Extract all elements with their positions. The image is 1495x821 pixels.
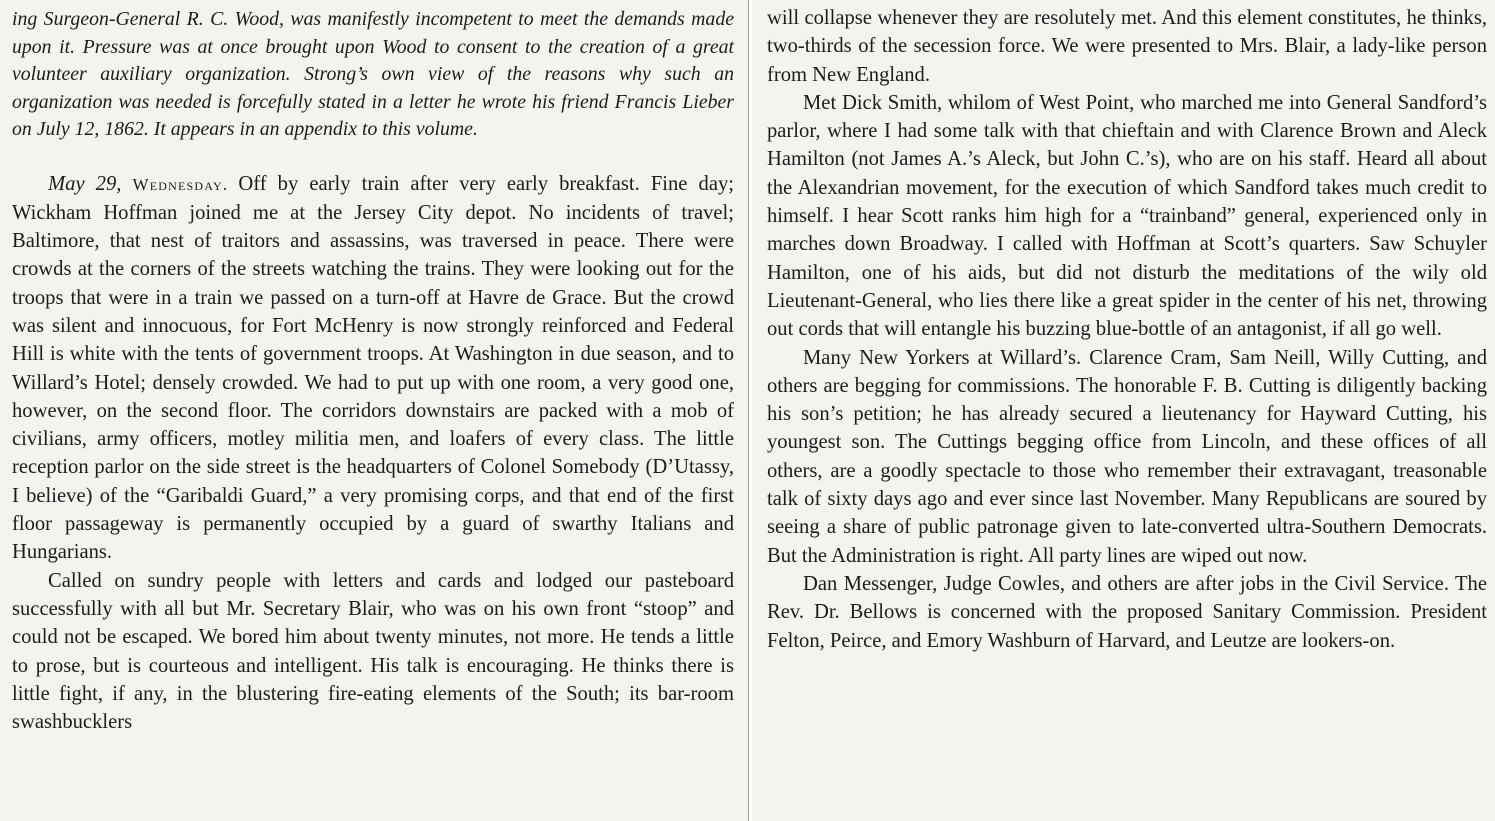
diary-paragraph-civil-service: Dan Messenger, Judge Cowles, and others are after jobs in the Civil Service. The Rev. Dr. Bellows is concerned with the proposed Sanitary Commission. President Felton, Peirce, and Emory Washburn of Harvard, and Leutze are lookers-on. bbox=[767, 572, 1487, 652]
diary-paragraph-willards: Many New Yorkers at Willard’s. Clarence Cram, Sam Neill, Willy Cutting, and others are begging for commissions. The honorable F. B. Cutting is diligently backing his son’s petition; he has already secured a lieutenancy for Hayward Cutting, his youngest son. The Cuttings begging office from Lincoln, and these offices of all others, are a goodly spectacle to those who remember their extravagant, treasonable talk of sixty days ago and ever since last November. Many Republicans are soured by seeing a share of public patronage given to late-converted ultra-Southern Democrats. But the Administration is right. All party lines are wiped out now. bbox=[767, 346, 1487, 567]
diary-paragraph-continuation: will collapse whenever they are resolutely met. And this element constitutes, he thinks, two-thirds of the secession force. We were presented to Mrs. Blair, a lady-like person from New England. bbox=[767, 7, 1487, 86]
right-column bbox=[752, 0, 1495, 821]
intro-note: ing Surgeon-General R. C. Wood, was manifestly incompetent to meet the demands made upon it. Pressure was at once brought upon Wood to consent to the creation of a great volunteer auxiliary organization. Strong’s own view of the reasons why such an organization was needed is forcefully stated in a letter he wrote his friend Francis Lieber on July 12, 1862. It appears in an appendix to this volume. bbox=[12, 8, 734, 140]
diary-paragraph-sandford: Met Dick Smith, whilom of West Point, who marched me into General Sandford’s parlor, where I had some talk with that chieftain and with Clarence Brown and Aleck Hamilton (not James A.’s Aleck, but John C.’s), who are on his staff. Heard all about the Alexandrian movement, for the execution of which Sandford takes much credit to himself. I hear Scott ranks him high for a “trainband” general, experienced only in marches down Broadway. I called with Hoffman at Scott’s quarters. Saw Schuyler Hamilton, one of his aids, but did not disturb the meditations of the wily old Lieutenant-General, who lies there like a great spider in the center of his net, throwing out cords that will entangle his buzzing blue-bottle of an antagonist, if all go well. bbox=[767, 91, 1487, 341]
entry-date: May 29, bbox=[48, 172, 122, 195]
diary-paragraph-blair: Called on sundry people with letters and cards and lodged our pasteboard successfully with all but Mr. Secretary Blair, who was on his own front “stoop” and could not be escaped. We bored him about twenty minutes, not more. He tends a little to prose, but is courteous and intelligent. His talk is encouraging. He thinks there is little fight, if any, in the blustering fire-eating elements of the South; its bar-room swashbucklers bbox=[12, 569, 734, 734]
diary-entry-paragraph bbox=[12, 170, 734, 567]
paragraph-text: Off by early train after very early breakfast. Fine day; Wickham Hoffman joined me at the Jersey City depot. No incidents of travel; Baltimore, that nest of traitors and assassins, was traversed in peace. There were crowds at the corners of the streets watching the trains. They were looking out for the troops that were in a train we passed on a turn-off at Havre de Grace. But the crowd was silent and innocuous, for Fort McHenry is now strongly reinforced and Federal Hill is white with the tents of government troops. At Washington in due season, and to Willard’s Hotel; densely crowded. We had to put up with one room, a very good one, however, on the second floor. The corridors downstairs are packed with a mob of civilians, army officers, motley militia men, and loafers of every class. The little reception parlor on the side street is the headquarters of Colonel Somebody (D’Utassy, I believe) of the “Garibaldi Guard,” a very promising corps, and that end of the first floor passageway is permanently occupied by a guard of swarthy Italians and Hungarians. bbox=[12, 172, 734, 564]
entry-weekday: Wednesday. bbox=[132, 174, 229, 194]
